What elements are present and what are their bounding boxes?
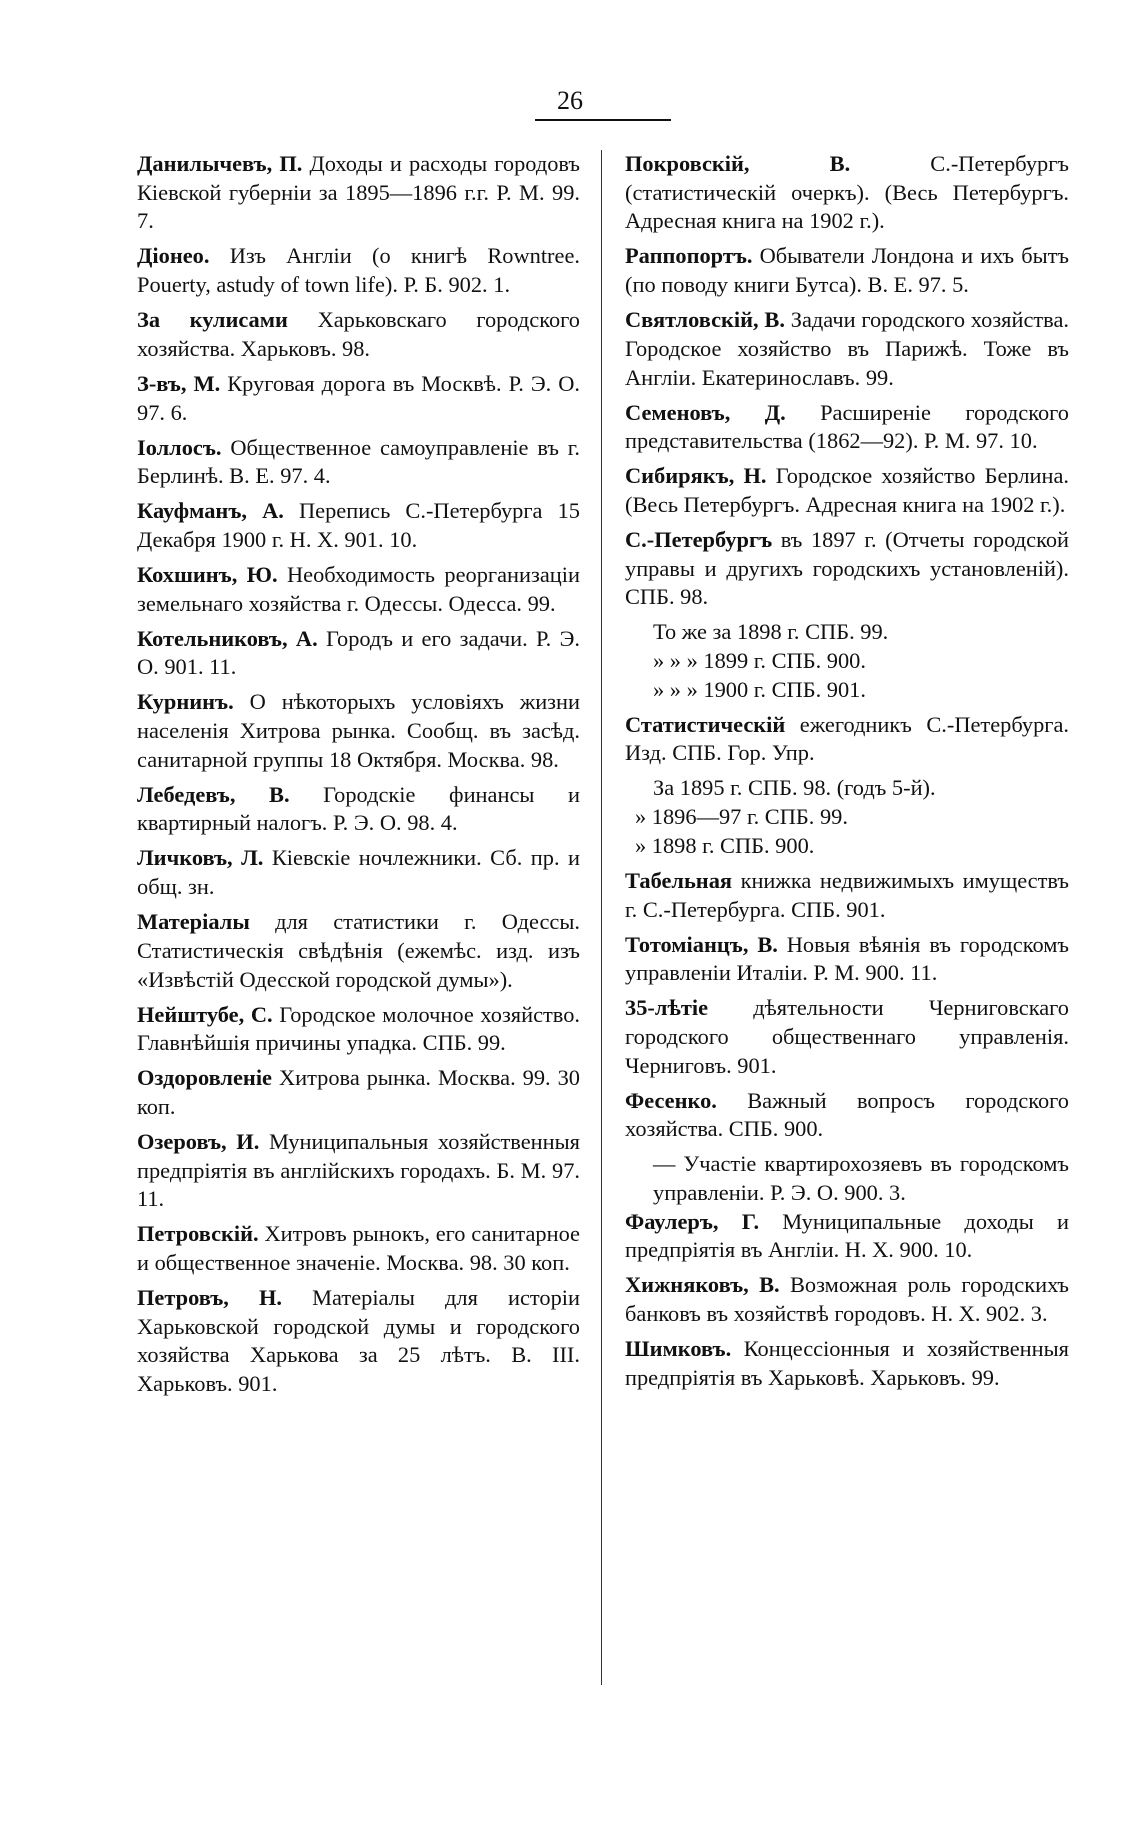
- entry-author: Лебедевъ, В.: [137, 781, 290, 807]
- entry-author: Табельная: [625, 867, 733, 893]
- bibliography-entry: [625, 1335, 1069, 1392]
- entry-text: » 1898 г. СПБ. 900.: [635, 832, 815, 858]
- entry-author: Кохшинъ, Ю.: [137, 561, 278, 587]
- bibliography-entry: [137, 1001, 580, 1058]
- bibliography-entry: [137, 781, 580, 838]
- bibliography-entry: [625, 994, 1069, 1080]
- entry-text: Изъ Англіи (о книгѣ Rowntree. Pouerty, astudy of town life). Р. Б. 902. 1.: [137, 243, 580, 298]
- entry-text: Хитровъ рынокъ, его санитарное и общественное значеніе. Москва. 98. 30 коп.: [137, 1221, 580, 1276]
- bibliography-entry: [137, 688, 580, 774]
- bibliography-entry: [137, 242, 580, 299]
- bibliography-entry: [137, 370, 580, 427]
- entry-text: Харьковскаго городского хозяйства. Харьковъ. 98.: [137, 307, 581, 361]
- bibliography-entry: [137, 1064, 580, 1121]
- header-rule: [535, 119, 671, 121]
- bibliography-entry: [625, 1150, 1069, 1207]
- entry-author: Личковъ, Л.: [137, 845, 264, 871]
- entry-text: Возможная роль городскихъ банковъ въ хозяйствѣ городовъ. Н. Х. 902. 3.: [625, 1272, 1069, 1327]
- entry-text: Кіевскіе ночлежники. Сб. пр. и общ. зн.: [137, 845, 580, 900]
- entry-text: Расширеніе городского представительства (1862—92). Р. М. 97. 10.: [625, 399, 1069, 454]
- right-column: [625, 150, 1069, 1399]
- entry-author: Курнинъ.: [137, 689, 234, 715]
- entry-author: Озеровъ, И.: [137, 1128, 260, 1154]
- entry-text: » » » 1899 г. СПБ. 900.: [653, 648, 866, 674]
- entry-text: Новыя вѣянія въ городскомъ управленіи Италіи. Р. М. 900. 11.: [625, 931, 1069, 986]
- bibliography-entry: [137, 1284, 580, 1399]
- entry-text: Необходимость реорганизаціи земельнаго хозяйства г. Одессы. Одесса. 99.: [137, 561, 580, 616]
- entry-text: Круговая дорога въ Москвѣ. Р. Э. О. 97. 6.: [137, 370, 580, 425]
- entry-author: Матеріалы: [137, 909, 250, 935]
- bibliography-entry: [625, 618, 1069, 647]
- entry-author: Данилычевъ, П.: [137, 151, 303, 176]
- entry-author: Діонео.: [137, 243, 210, 269]
- entry-text: С.-Петербургъ (статистическій очеркъ). (Весь Петербургъ. Адресная книга на 1902 г.).: [625, 151, 1069, 234]
- entry-author: Котельниковъ, А.: [137, 625, 318, 651]
- bibliography-entry: [625, 150, 1069, 236]
- entry-text: въ 1897 г. (Отчеты городской управы и другихъ городскихъ установленій). СПБ. 98.: [625, 526, 1069, 610]
- entry-text: Городское хозяйство Берлина. (Весь Петербургъ. Адресная книга на 1902 г.).: [625, 463, 1069, 517]
- entry-author: Кауфманъ, А.: [137, 498, 284, 524]
- entry-text: Обыватели Лондона и ихъ бытъ (по поводу книги Бутса). В. Е. 97. 5.: [625, 243, 1069, 298]
- entry-author: Раппопортъ.: [625, 243, 753, 269]
- entry-text: книжка недвижимыхъ имуществъ г. С.-Петербурга. СПБ. 901.: [625, 867, 1069, 922]
- entry-text: Городъ и его задачи. Р. Э. О. 901. 11.: [137, 625, 580, 680]
- bibliography-entry: [137, 434, 580, 491]
- bibliography-entry: [137, 844, 580, 901]
- entry-author: Іоллосъ.: [137, 434, 222, 460]
- bibliography-entry: [625, 399, 1069, 456]
- entry-text: Важный вопросъ городского хозяйства. СПБ. 900.: [625, 1087, 1069, 1142]
- bibliography-entry: [137, 497, 580, 554]
- left-column: [137, 150, 580, 1405]
- entry-author: Хижняковъ, В.: [625, 1272, 780, 1298]
- entry-author: Петровскій.: [137, 1221, 259, 1247]
- entry-text: для статистики г. Одессы. Статистическія свѣдѣнія (ежемѣс. изд. изъ «Извѣстій Одесской городской думы»).: [137, 909, 580, 992]
- entry-author: Святловскій, В.: [625, 307, 785, 333]
- bibliography-entry: [137, 908, 580, 994]
- entry-author: Оздоровленіе: [137, 1065, 272, 1091]
- entry-text: Концессіонныя и хозяйственныя предпріятія въ Харьковѣ. Харьковъ. 99.: [625, 1336, 1069, 1390]
- entry-author: За кулисами: [137, 307, 288, 333]
- entry-text: Муниципальныя хозяйственныя предпріятія въ англійскихъ городахъ. Б. М. 97. 11.: [137, 1128, 580, 1212]
- entry-text: Задачи городского хозяйства. Городское хозяйство въ Парижѣ. Тоже въ Англіи. Екатеринославъ. 99.: [625, 307, 1069, 390]
- bibliography-entry: [625, 774, 1069, 803]
- bibliography-entry: [137, 625, 580, 682]
- bibliography-entry: [137, 1128, 580, 1214]
- entry-author: Покровскій, В.: [625, 151, 851, 176]
- bibliography-entry: [625, 676, 1069, 705]
- bibliography-entry: [625, 242, 1069, 299]
- entry-text: То же за 1898 г. СПБ. 99.: [653, 619, 889, 645]
- entry-author: Статистическій: [625, 711, 786, 737]
- bibliography-entry: [625, 931, 1069, 988]
- entry-text: » » » 1900 г. СПБ. 901.: [653, 676, 866, 702]
- entry-text: Общественное самоуправленіе въ г. Берлинѣ. В. Е. 97. 4.: [137, 434, 580, 489]
- entry-text: Хитрова рынка. Москва. 99. 30 коп.: [137, 1065, 580, 1119]
- entry-author: Фаулеръ, Г.: [625, 1208, 760, 1234]
- entry-text: — Участіе квартирохозяевъ въ городскомъ управленіи. Р. Э. О. 900. 3.: [653, 1151, 1069, 1206]
- bibliography-entry: [625, 1271, 1069, 1328]
- entry-author: Петровъ, Н.: [137, 1285, 283, 1311]
- bibliography-entry: [625, 306, 1069, 392]
- entry-text: Городскіе финансы и квартирный налогъ. Р. Э. О. 98. 4.: [137, 781, 581, 836]
- bibliography-entry: [625, 1208, 1069, 1265]
- bibliography-entry: [137, 561, 580, 618]
- entry-text: ежегодникъ С.-Петербурга. Изд. СПБ. Гор. Упр.: [625, 711, 1069, 766]
- entry-text: дѣятельности Черниговскаго городского общественнаго управленія. Черниговъ. 901.: [625, 995, 1069, 1078]
- entry-text: За 1895 г. СПБ. 98. (годъ 5-й).: [653, 775, 936, 801]
- entry-text: О нѣкоторыхъ условіяхъ жизни населенія Хитрова рынка. Сообщ. въ засѣд. санитарной группы 18 Октября. Москва. 98.: [137, 689, 580, 772]
- entry-author: Шимковъ.: [625, 1336, 732, 1362]
- bibliography-entry: [625, 526, 1069, 612]
- entry-author: З-въ, М.: [137, 370, 221, 396]
- entry-text: Муниципальные доходы и предпріятія въ Англіи. Н. Х. 900. 10.: [625, 1208, 1069, 1263]
- entry-author: Сибирякъ, Н.: [625, 463, 767, 489]
- entry-author: Тотоміанцъ, В.: [625, 931, 778, 957]
- column-divider: [601, 150, 602, 1685]
- bibliography-entry: [625, 462, 1069, 519]
- bibliography-entry: [625, 832, 1069, 861]
- entry-text: » 1896—97 г. СПБ. 99.: [635, 804, 848, 830]
- bibliography-entry: [625, 867, 1069, 924]
- bibliography-entry: [625, 1087, 1069, 1144]
- bibliography-entry: [625, 647, 1069, 676]
- bibliography-entry: [137, 306, 580, 363]
- page-number: 26: [557, 86, 583, 115]
- entry-author: С.-Петербургъ: [625, 526, 773, 552]
- bibliography-entry: [137, 1220, 580, 1277]
- entry-text: Перепись С.-Петербурга 15 Декабря 1900 г. Н. Х. 901. 10.: [137, 498, 580, 552]
- entry-author: Нейштубе, С.: [137, 1001, 273, 1027]
- entry-author: Семеновъ, Д.: [625, 399, 786, 425]
- entry-text: Городское молочное хозяйство. Главнѣйшія причины упадка. СПБ. 99.: [137, 1001, 581, 1056]
- entry-text: Доходы и расходы городовъ Кіевской губерніи за 1895—1896 г.г. Р. М. 99. 7.: [137, 151, 580, 234]
- entry-author: Фесенко.: [625, 1087, 717, 1113]
- bibliography-entry: [625, 803, 1069, 832]
- entry-author: 35-лѣтіе: [625, 995, 709, 1021]
- bibliography-entry: [137, 150, 580, 236]
- entry-text: Матеріалы для исторіи Харьковской городской думы и городского хозяйства Харькова за 25 лѣтъ. В. III. Харьковъ. 901.: [137, 1285, 580, 1397]
- bibliography-entry: [625, 711, 1069, 768]
